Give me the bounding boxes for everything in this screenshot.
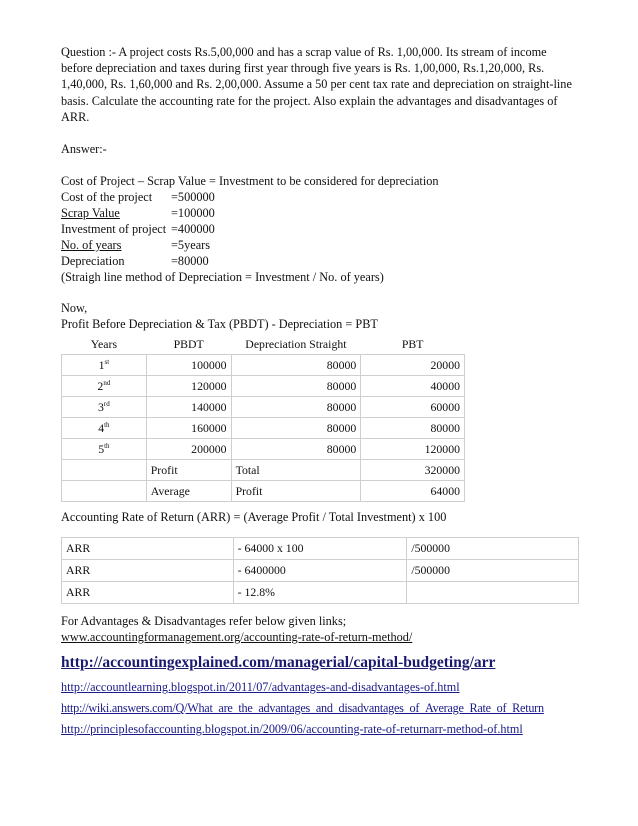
calc-note: (Straigh line method of Depreciation = Investment / No. of years): [61, 270, 384, 284]
pbt-header-row: [62, 334, 465, 355]
link-wiki-answers[interactable]: http://wiki.answers.com/Q/What_are_the_advantages_and_disadvantages_of_Average_Rate_of_Return: [61, 701, 544, 715]
arr-div-cell: [407, 582, 579, 604]
calc-value: =100000: [171, 206, 215, 220]
arr-label-cell: ARR: [62, 582, 234, 604]
arr-label-cell: ARR: [62, 538, 234, 560]
pbt-cell: 20000: [361, 355, 465, 376]
link-accountingexplained[interactable]: http://accountingexplained.com/managerial/capital-budgeting/arr: [61, 654, 496, 671]
header-pbdt: PBDT: [173, 336, 204, 351]
pbt-table: [61, 334, 465, 502]
now-label: Now,: [61, 301, 88, 315]
pbdt-cell: 160000: [146, 418, 231, 439]
answer-label: Answer:-: [61, 142, 107, 156]
pbt-cell: 120000: [361, 439, 465, 460]
calc-label: Cost of the project: [61, 190, 153, 204]
question-text: Question :- A project costs Rs.5,00,000 and has a scrap value of Rs. 1,00,000. Its stream of income before depreciation and taxes during first year through five years is Rs. 1,00,000, Rs.1,20,000, Rs. 1,40,000, Rs. 1,60,000 and Rs. 2,00,000. Assume a 50 per cent tax rate and depreciation on straight-line basis. Calculate the accounting rate for the project. Also explain the advantages and disadvantages of ARR.: [61, 45, 572, 124]
calc-label: No. of years: [61, 238, 122, 252]
header-years: Years: [90, 336, 118, 351]
table-row: [62, 376, 465, 397]
link-accountlearning[interactable]: http://accountlearning.blogspot.in/2011/07/advantages-and-disadvantages-of.html: [61, 680, 460, 694]
header-pbt: PBT: [401, 336, 424, 351]
summary-value: 320000: [361, 460, 465, 481]
arr-div-cell: /500000: [407, 560, 579, 582]
pbdt-cell: 120000: [146, 376, 231, 397]
year-cell: 4th: [62, 418, 147, 439]
table-row: [62, 560, 579, 582]
calc-value: =500000: [171, 190, 215, 204]
table-row: [62, 418, 465, 439]
arr-label-cell: ARR: [62, 560, 234, 582]
arr-div-cell: /500000: [407, 538, 579, 560]
arr-calc-cell: - 64000 x 100: [233, 538, 407, 560]
year-cell: 3rd: [62, 397, 147, 418]
calc-row: [61, 189, 152, 205]
dep-cell: 80000: [231, 397, 361, 418]
summary-row: [62, 460, 465, 481]
link-principlesofaccounting[interactable]: http://principlesofaccounting.blogspot.in/2009/06/accounting-rate-of-returnarr-method-of.html: [61, 722, 523, 736]
year-cell: 1st: [62, 355, 147, 376]
calc-label: Scrap Value: [61, 206, 120, 220]
arr-table: [61, 537, 579, 604]
dep-cell: 80000: [231, 418, 361, 439]
dep-cell: 80000: [231, 355, 361, 376]
calc-row: [61, 221, 166, 237]
table-row: [62, 439, 465, 460]
pbdt-cell: 140000: [146, 397, 231, 418]
dep-cell: 80000: [231, 376, 361, 397]
summary-name: Profit: [231, 481, 361, 502]
pbt-cell: 80000: [361, 418, 465, 439]
calc-row: [61, 205, 171, 221]
table-row: [62, 397, 465, 418]
year-cell: 2nd: [62, 376, 147, 397]
year-cell: 5th: [62, 439, 147, 460]
calc-label: Depreciation: [61, 254, 125, 268]
table-row: [62, 355, 465, 376]
arr-calc-cell: - 12.8%: [233, 582, 407, 604]
calc-heading: Cost of Project – Scrap Value = Investment to be considered for depreciation: [61, 174, 439, 188]
calc-value: =400000: [171, 222, 215, 236]
pbdt-cell: 200000: [146, 439, 231, 460]
summary-value: 64000: [361, 481, 465, 502]
summary-row: [62, 481, 465, 502]
calc-value: =5years: [171, 238, 211, 252]
summary-name: Total: [231, 460, 361, 481]
calc-row: [61, 237, 171, 253]
summary-label: Average: [146, 481, 231, 502]
pbt-cell: 60000: [361, 397, 465, 418]
links-intro: For Advantages & Disadvantages refer below given links;: [61, 614, 347, 628]
arr-calc-cell: - 6400000: [233, 560, 407, 582]
link-accountingformanagement[interactable]: www.accountingformanagement.org/accounting-rate-of-return-method/: [61, 630, 413, 644]
calc-value: =80000: [171, 254, 209, 268]
table-row: [62, 582, 579, 604]
header-depreciation: Depreciation Straight: [245, 336, 347, 351]
summary-label: Profit: [146, 460, 231, 481]
pbt-formula: Profit Before Depreciation & Tax (PBDT) - Depreciation = PBT: [61, 317, 378, 331]
table-row: [62, 538, 579, 560]
arr-formula: Accounting Rate of Return (ARR) = (Average Profit / Total Investment) x 100: [61, 510, 447, 524]
calc-row: [61, 253, 125, 269]
calc-label: Investment of project: [61, 222, 167, 236]
dep-cell: 80000: [231, 439, 361, 460]
pbt-cell: 40000: [361, 376, 465, 397]
pbdt-cell: 100000: [146, 355, 231, 376]
